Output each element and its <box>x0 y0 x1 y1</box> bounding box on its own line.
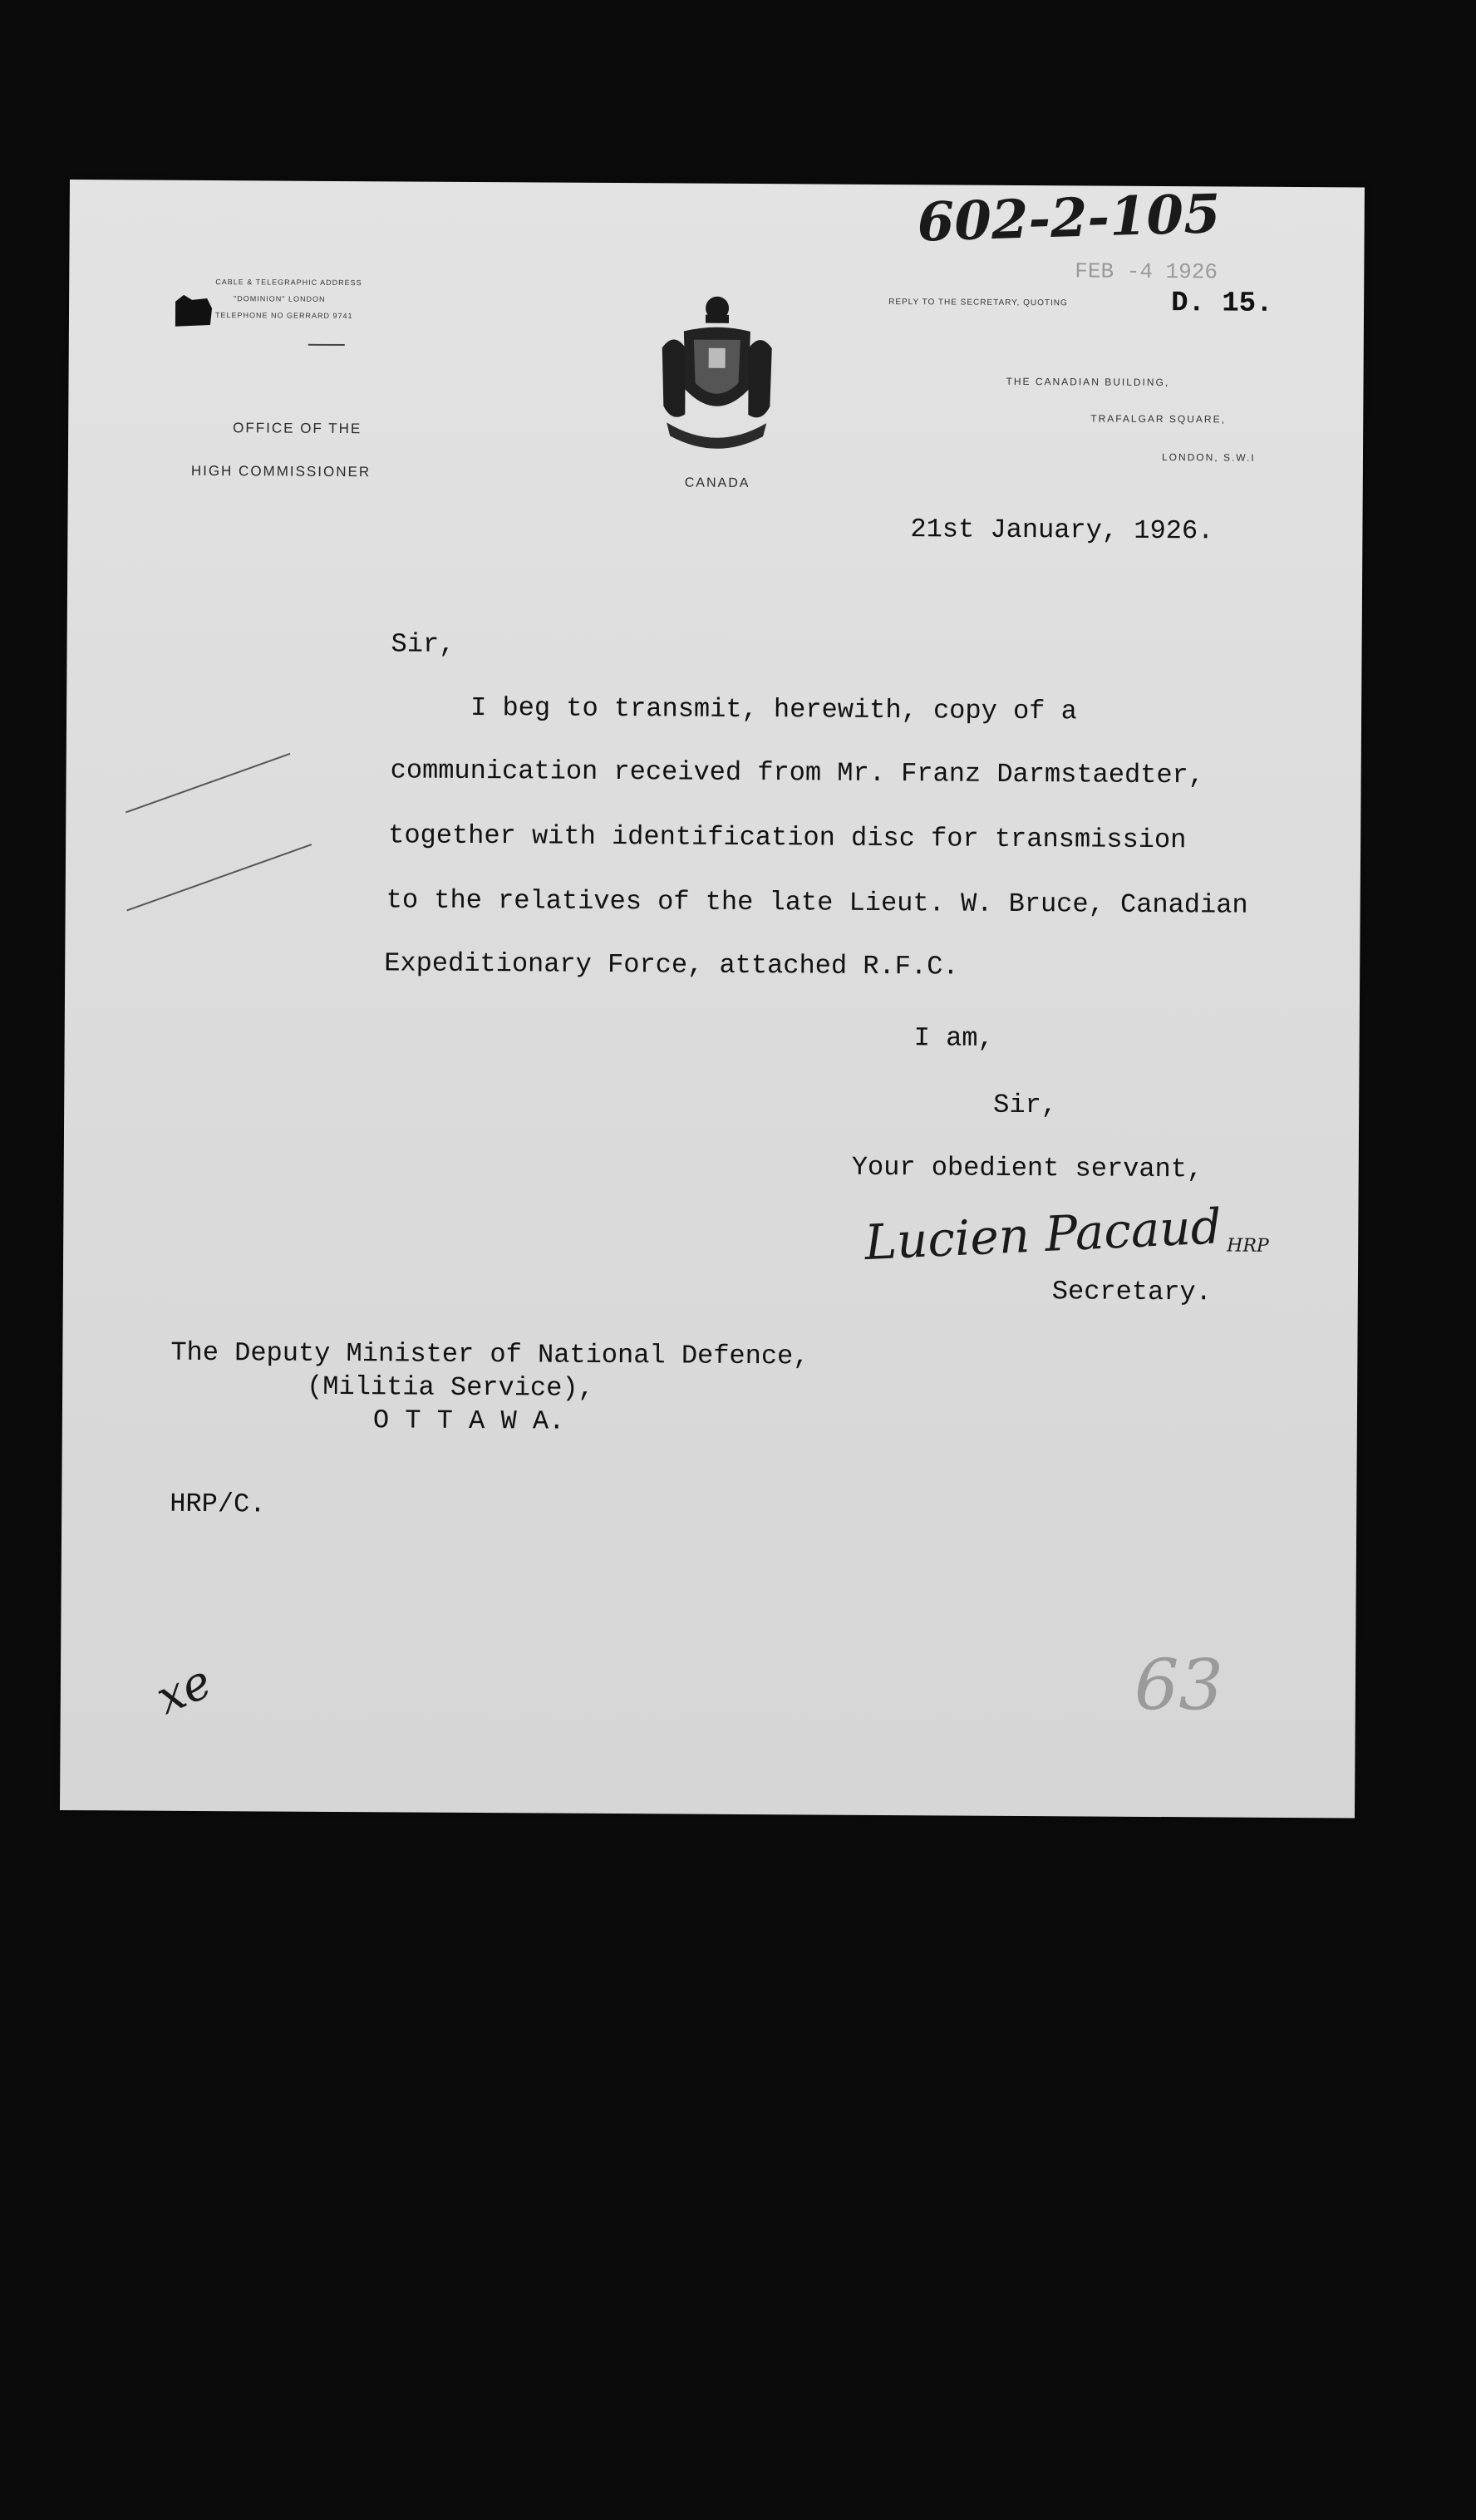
country-label: CANADA <box>684 475 750 491</box>
received-stamp: FEB -4 1926 <box>1075 258 1218 285</box>
closing-i-am: I am, <box>913 1022 994 1054</box>
file-number: 602-2-105 <box>916 183 1222 254</box>
typist-reference: HRP/C. <box>170 1488 266 1520</box>
body-line: together with identification disc for transmission <box>388 819 1187 856</box>
signer-title: Secretary. <box>1051 1276 1212 1308</box>
closing-obedient-servant: Your obedient servant, <box>851 1151 1203 1185</box>
recipient-line-1: The Deputy Minister of National Defence, <box>170 1336 809 1372</box>
office-line-2: HIGH COMMISSIONER <box>190 462 371 480</box>
recipient-line-2: (Militia Service), <box>307 1371 594 1404</box>
letter-page <box>60 180 1365 1818</box>
address-line: TRAFALGAR SQUARE, <box>1090 412 1227 426</box>
body-line: to the relatives of the late Lieut. W. Bruce, Canadian <box>386 884 1248 921</box>
office-line-1: OFFICE OF THE <box>233 420 362 437</box>
margin-pen-stroke <box>126 844 312 911</box>
cable-address-line: "DOMINION" LONDON <box>234 294 326 303</box>
signature: Lucien Pacaud <box>863 1198 1223 1272</box>
signature-initials: HRP <box>1227 1235 1269 1257</box>
address-line: LONDON, S.W.I <box>1161 451 1256 464</box>
body-line: Expeditionary Force, attached R.F.C. <box>384 947 959 982</box>
body-line: I beg to transmit, herewith, copy of a <box>470 692 1077 727</box>
letter-date: 21st January, 1926. <box>910 514 1214 547</box>
recipient-line-3: O T T A W A. <box>372 1405 565 1437</box>
reference-number: D. 15. <box>1170 288 1273 320</box>
folio-number: 63 <box>1134 1643 1224 1726</box>
salutation: Sir, <box>391 628 455 660</box>
cable-address-block <box>215 273 431 325</box>
cable-address-line: CABLE & TELEGRAPHIC ADDRESS <box>215 278 362 288</box>
closing-sir: Sir, <box>993 1089 1058 1121</box>
cable-address-line: TELEPHONE NO GERRARD 9741 <box>214 311 353 321</box>
body-line: communication received from Mr. Franz Darmstaedter, <box>390 755 1205 791</box>
divider <box>308 344 345 346</box>
margin-mark: xe <box>148 1654 219 1726</box>
address-line: THE CANADIAN BUILDING, <box>1006 375 1170 389</box>
margin-pen-stroke <box>125 753 290 814</box>
coat-of-arms-icon <box>650 289 784 456</box>
reply-instruction: REPLY TO THE SECRETARY, QUOTING <box>888 298 1068 308</box>
logo-mark-icon <box>172 292 214 328</box>
